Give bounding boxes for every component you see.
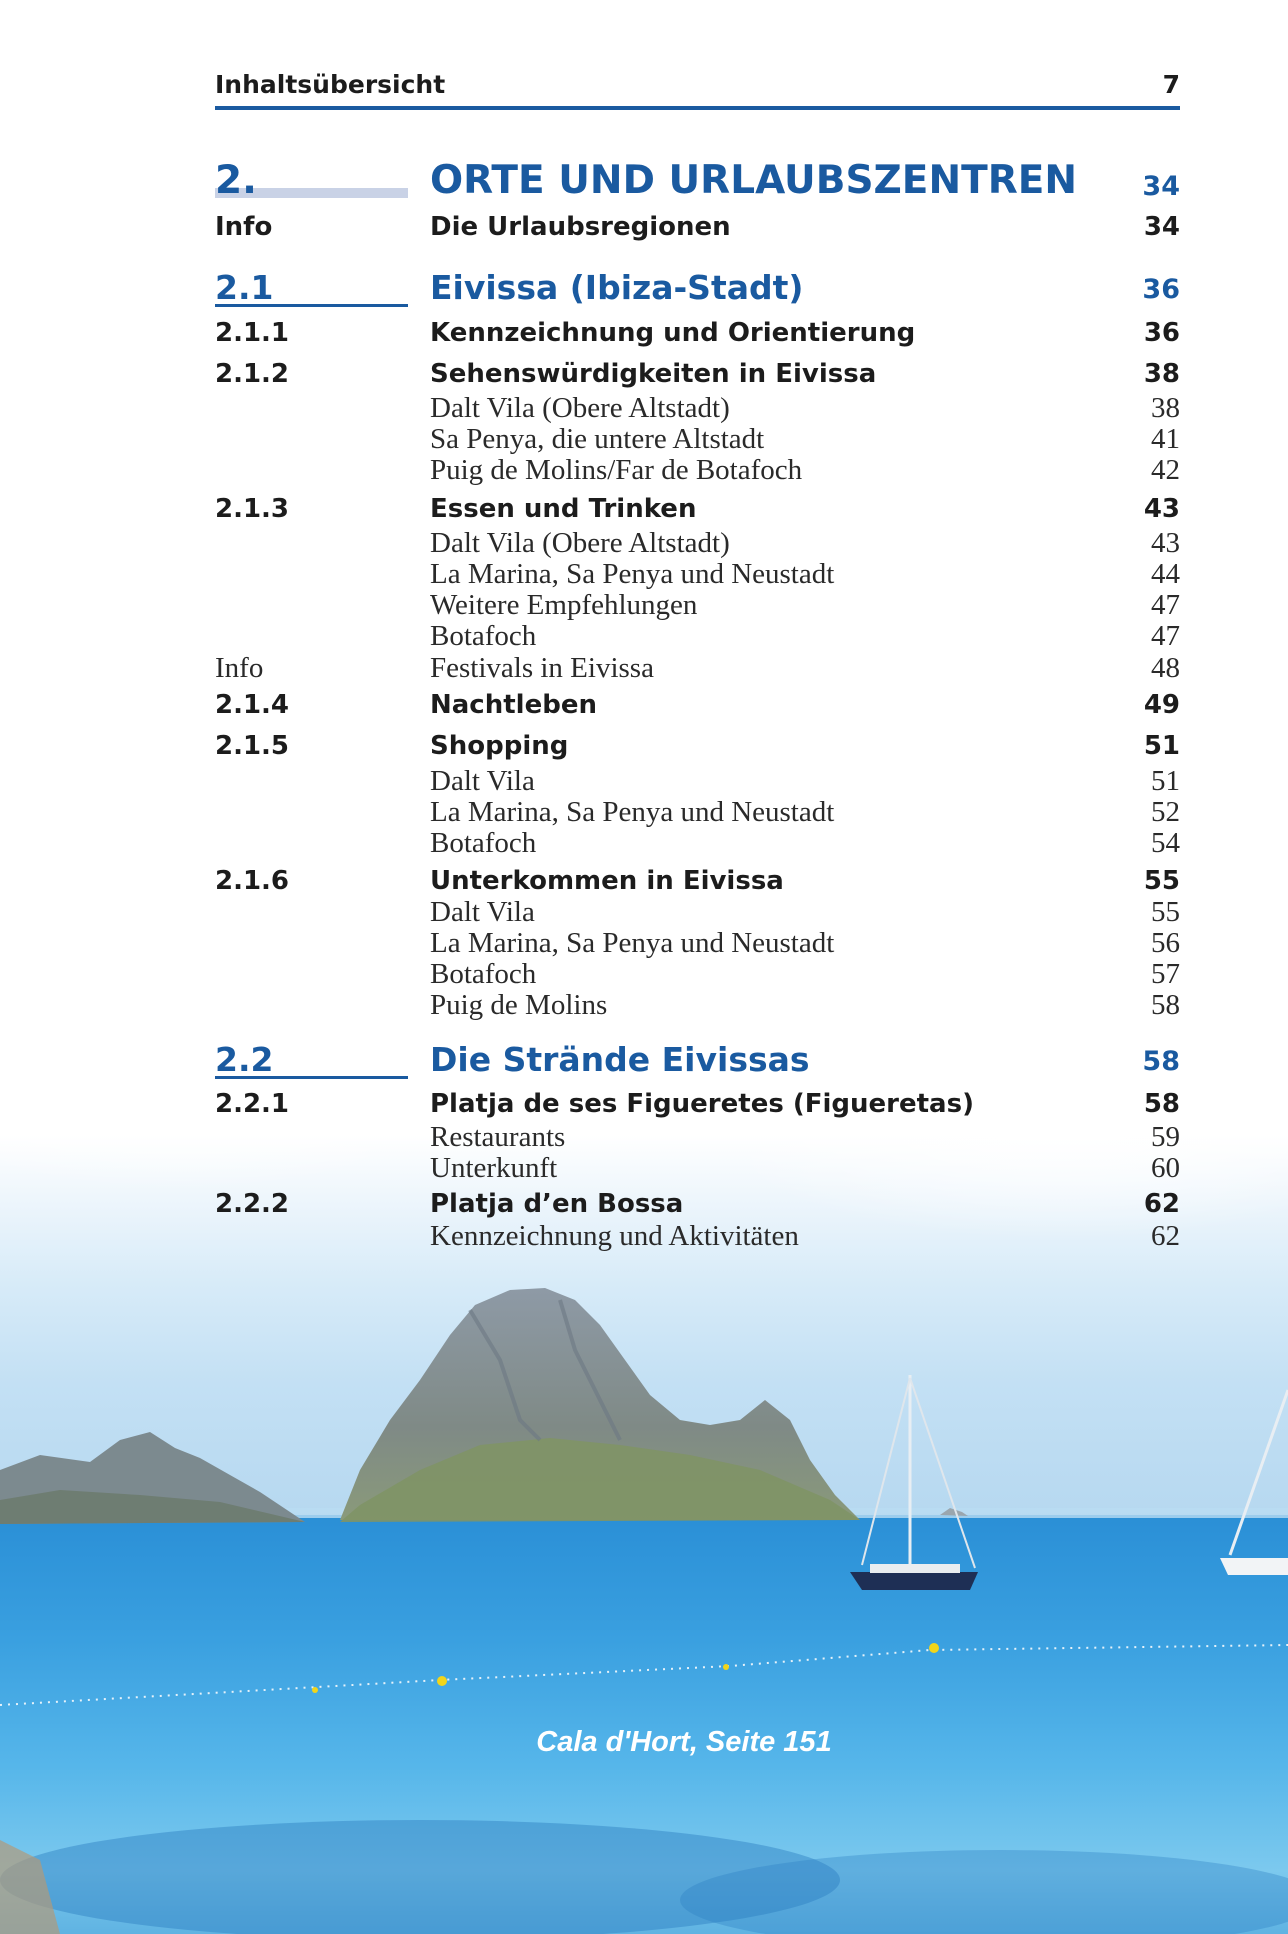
subentry-title: Restaurants <box>430 1121 566 1153</box>
subentry-page: 58 <box>1151 989 1180 1021</box>
subentry-page: 57 <box>1151 958 1180 990</box>
entry-title: Platja d’en Bossa <box>430 1189 684 1219</box>
toc-entry[interactable] <box>215 690 1180 722</box>
subentry-title: Sa Penya, die untere Altstadt <box>430 423 765 455</box>
toc-subentry[interactable] <box>215 1152 1180 1182</box>
entry-number: 2.2.1 <box>215 1089 290 1119</box>
page-header <box>215 70 1180 108</box>
toc-subentry[interactable] <box>215 989 1180 1019</box>
toc-entry[interactable] <box>215 212 1180 244</box>
toc-subentry[interactable] <box>215 423 1180 453</box>
subentry-page: 42 <box>1151 454 1180 486</box>
section-number: 2.2 <box>215 1040 274 1079</box>
subentry-page: 44 <box>1151 558 1180 590</box>
subentry-page: 54 <box>1151 827 1180 859</box>
entry-number: 2.1.6 <box>215 866 290 896</box>
entry-number: 2.1.4 <box>215 690 290 720</box>
section-number: 2.1 <box>215 268 274 307</box>
entry-page: 49 <box>1143 690 1180 720</box>
subentry-title: Dalt Vila (Obere Altstadt) <box>430 392 730 424</box>
entry-title: Unterkommen in Eivissa <box>430 866 784 896</box>
subentry-title: Dalt Vila <box>430 765 535 797</box>
subentry-title: Unterkunft <box>430 1152 558 1184</box>
subentry-page: 43 <box>1151 527 1180 559</box>
entry-title: Nachtleben <box>430 690 597 720</box>
entry-title: Platja de ses Figueretes (Figueretas) <box>430 1089 974 1119</box>
section-title: Eivissa (Ibiza-Stadt) <box>430 268 804 307</box>
chapter-page: 34 <box>1142 171 1180 202</box>
entry-title: Sehenswürdigkeiten in Eivissa <box>430 359 877 389</box>
entry-page: 55 <box>1143 866 1180 896</box>
subentry-title: Puig de Molins/Far de Botafoch <box>430 454 803 486</box>
subentry-page: 60 <box>1151 1152 1180 1184</box>
entry-title: Kennzeichnung und Orientierung <box>430 318 916 348</box>
subentry-title: Dalt Vila <box>430 896 535 928</box>
entry-page: 36 <box>1143 318 1180 348</box>
subentry-title: Botafoch <box>430 827 537 859</box>
entry-page: 43 <box>1143 494 1180 524</box>
toc-subentry[interactable] <box>215 620 1180 650</box>
entry-number: Info <box>215 212 273 242</box>
toc-subentry[interactable] <box>215 765 1180 795</box>
entry-title: Essen und Trinken <box>430 494 697 524</box>
header-rule <box>215 106 1180 110</box>
subentry-title: Kennzeichnung und Aktivitäten <box>430 1220 799 1252</box>
subentry-page: 59 <box>1151 1121 1180 1153</box>
entry-page: 58 <box>1143 1089 1180 1119</box>
entry-page: 34 <box>1143 212 1180 242</box>
toc-subentry[interactable] <box>215 589 1180 619</box>
subentry-page: 51 <box>1151 765 1180 797</box>
subentry-page: 47 <box>1151 620 1180 652</box>
subentry-page: 48 <box>1151 652 1180 684</box>
subentry-title: La Marina, Sa Penya und Neustadt <box>430 796 835 828</box>
toc-entry[interactable] <box>215 866 1180 898</box>
subentry-title: La Marina, Sa Penya und Neustadt <box>430 927 835 959</box>
section-title: Die Strände Eivissas <box>430 1040 810 1079</box>
subentry-title: La Marina, Sa Penya und Neustadt <box>430 558 835 590</box>
toc-entry[interactable] <box>215 731 1180 763</box>
chapter-title: ORTE UND URLAUBSZENTREN <box>430 158 1078 203</box>
chapter-number: 2. <box>215 158 257 203</box>
entry-number: Info <box>215 652 264 684</box>
entry-number: 2.2.2 <box>215 1189 290 1219</box>
toc-subentry[interactable] <box>215 927 1180 957</box>
toc-section[interactable] <box>215 268 1180 308</box>
toc-subentry[interactable] <box>215 454 1180 484</box>
subentry-page: 62 <box>1151 1220 1180 1252</box>
entry-page: 62 <box>1143 1189 1180 1219</box>
toc-entry[interactable] <box>215 359 1180 391</box>
toc-info-entry[interactable] <box>215 652 1180 682</box>
entry-number: 2.1.3 <box>215 494 290 524</box>
photo-caption: Cala d'Hort, Seite 151 <box>536 1726 832 1758</box>
toc-entry[interactable] <box>215 494 1180 526</box>
toc-subentry[interactable] <box>215 796 1180 826</box>
toc-subentry[interactable] <box>215 1121 1180 1151</box>
subentry-page: 38 <box>1151 392 1180 424</box>
subentry-title: Botafoch <box>430 958 537 990</box>
entry-page: 51 <box>1143 731 1180 761</box>
toc-section[interactable] <box>215 1040 1180 1080</box>
entry-page: 38 <box>1143 359 1180 389</box>
toc-subentry[interactable] <box>215 958 1180 988</box>
toc-subentry[interactable] <box>215 392 1180 422</box>
toc-subentry[interactable] <box>215 896 1180 926</box>
page-number: 7 <box>1162 70 1180 99</box>
toc-entry[interactable] <box>215 318 1180 350</box>
entry-number: 2.1.5 <box>215 731 290 761</box>
subentry-title: Botafoch <box>430 620 537 652</box>
toc-subentry[interactable] <box>215 827 1180 857</box>
running-title: Inhaltsübersicht <box>215 70 446 99</box>
subentry-page: 41 <box>1151 423 1180 455</box>
section-page: 36 <box>1142 274 1180 305</box>
subentry-page: 56 <box>1151 927 1180 959</box>
toc-subentry[interactable] <box>215 558 1180 588</box>
subentry-page: 47 <box>1151 589 1180 621</box>
subentry-title: Puig de Molins <box>430 989 608 1021</box>
section-page: 58 <box>1142 1046 1180 1077</box>
subentry-page: 52 <box>1151 796 1180 828</box>
entry-number: 2.1.1 <box>215 318 290 348</box>
subentry-title: Weitere Empfehlungen <box>430 589 698 621</box>
toc-subentry[interactable] <box>215 1220 1180 1250</box>
toc-subentry[interactable] <box>215 527 1180 557</box>
subentry-title: Dalt Vila (Obere Altstadt) <box>430 527 730 559</box>
toc-entry[interactable] <box>215 1189 1180 1221</box>
toc-entry[interactable] <box>215 1089 1180 1121</box>
subentry-page: 55 <box>1151 896 1180 928</box>
toc-chapter[interactable] <box>215 158 1180 212</box>
entry-title: Die Urlaubsregionen <box>430 212 731 242</box>
entry-number: 2.1.2 <box>215 359 290 389</box>
entry-title: Shopping <box>430 731 569 761</box>
subentry-title: Festivals in Eivissa <box>430 652 654 684</box>
